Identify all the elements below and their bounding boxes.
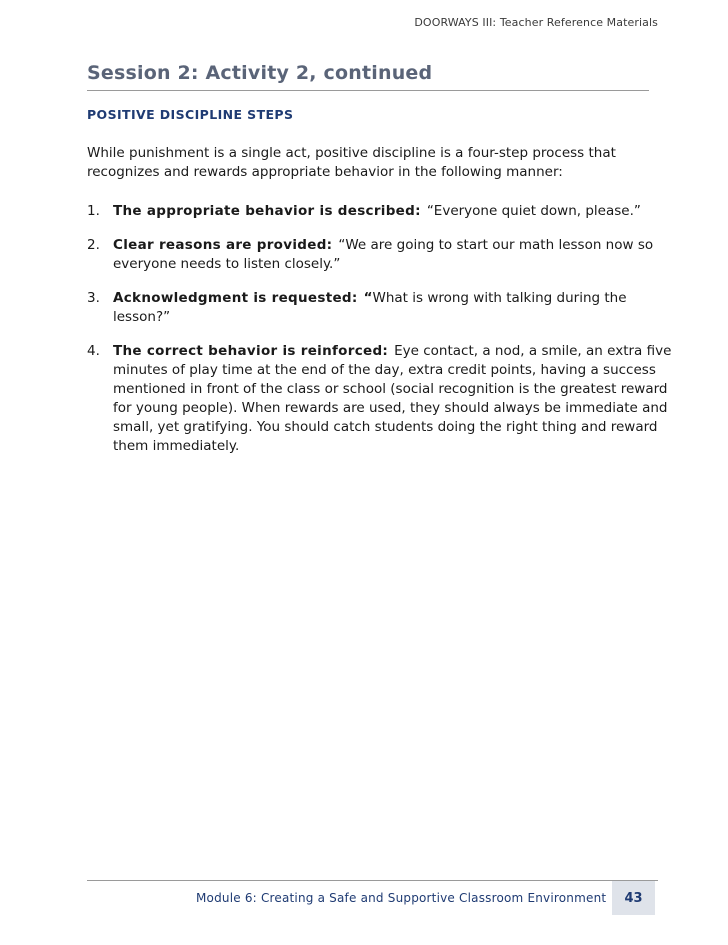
step-item: [87, 202, 677, 221]
step-lead: Acknowledgment is requested:: [113, 290, 358, 306]
step-lead: Clear reasons are provided:: [113, 237, 333, 253]
step-number: 3.: [87, 290, 100, 306]
page-number: 43: [624, 890, 643, 906]
step-number: 4.: [87, 343, 100, 359]
step-number: 2.: [87, 237, 100, 253]
steps-list: [87, 202, 677, 471]
step-text: “Everyone quiet down, please.”: [426, 203, 641, 219]
step-item: [87, 236, 677, 274]
intro-paragraph: While punishment is a single act, positive discipline is a four-step process that recognizes and rewards appropriate behavior in the following manner:: [87, 145, 616, 180]
step-item: [87, 342, 677, 456]
title-divider: [87, 90, 649, 91]
step-text: “We are going to start our math lesson now so everyone needs to listen closely.”: [113, 237, 654, 272]
section-heading: POSITIVE DISCIPLINE STEPS: [87, 107, 294, 122]
running-header: DOORWAYS III: Teacher Reference Materials: [414, 16, 658, 29]
step-lead: The correct behavior is reinforced:: [113, 343, 389, 359]
step-text: What is wrong with talking during the lesson?”: [113, 290, 627, 325]
footer-divider: [87, 880, 658, 881]
step-text: Eye contact, a nod, a smile, an extra five minutes of play time at the end of the day, extra credit points, having a success mentioned in front of the class or school (social recognition is the greatest reward for young people). When rewards are used, they should always be immediate and small, yet gratifying. You should catch students doing the right thing and reward them immediately.: [113, 343, 672, 454]
step-lead: The appropriate behavior is described:: [113, 203, 421, 219]
step-item: [87, 289, 677, 327]
page-title: Session 2: Activity 2, continued: [87, 62, 433, 84]
step-quote-mark: “: [363, 290, 373, 306]
page-number-box: [612, 881, 655, 915]
step-number: 1.: [87, 203, 100, 219]
footer-module-title: Module 6: Creating a Safe and Supportive Classroom Environment: [196, 891, 607, 905]
